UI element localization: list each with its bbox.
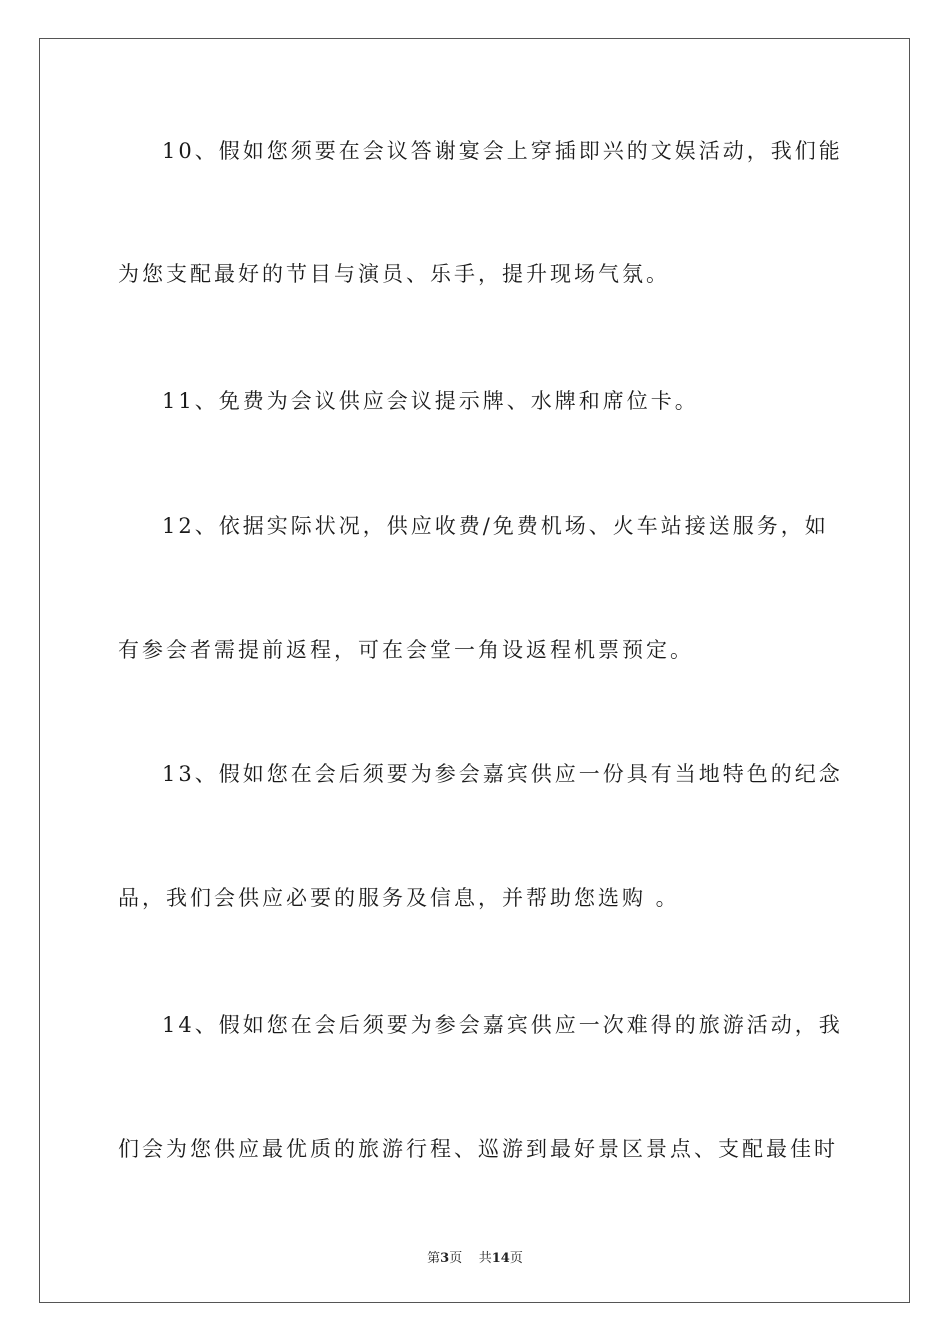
page-suffix: 页 <box>449 1251 463 1266</box>
total-prefix: 共 <box>478 1251 492 1266</box>
current-page-number: 3 <box>440 1251 450 1266</box>
page-footer <box>0 1247 950 1266</box>
paragraph-line: 为您支配最好的节目与演员、乐手，提升现场气氛。 <box>118 262 670 286</box>
paragraph-line: 10、假如您须要在会议答谢宴会上穿插即兴的文娱活动，我们能 <box>162 139 843 163</box>
paragraph-line: 12、依据实际状况，供应收费/免费机场、火车站接送服务，如 <box>162 514 829 538</box>
total-suffix: 页 <box>509 1251 523 1266</box>
total-page-number: 14 <box>491 1251 510 1266</box>
paragraph-line: 有参会者需提前返程，可在会堂一角设返程机票预定。 <box>118 638 694 662</box>
paragraph-line: 11、免费为会议供应会议提示牌、水牌和席位卡。 <box>162 389 699 413</box>
page-border <box>39 38 910 1303</box>
paragraph-line: 品，我们会供应必要的服务及信息，并帮助您选购 。 <box>118 886 680 910</box>
paragraph-line: 们会为您供应最优质的旅游行程、巡游到最好景区景点、支配最佳时 <box>118 1137 838 1161</box>
paragraph-line: 13、假如您在会后须要为参会嘉宾供应一份具有当地特色的纪念 <box>162 762 843 786</box>
paragraph-line: 14、假如您在会后须要为参会嘉宾供应一次难得的旅游活动，我 <box>162 1013 843 1037</box>
page-prefix: 第 <box>427 1251 441 1266</box>
